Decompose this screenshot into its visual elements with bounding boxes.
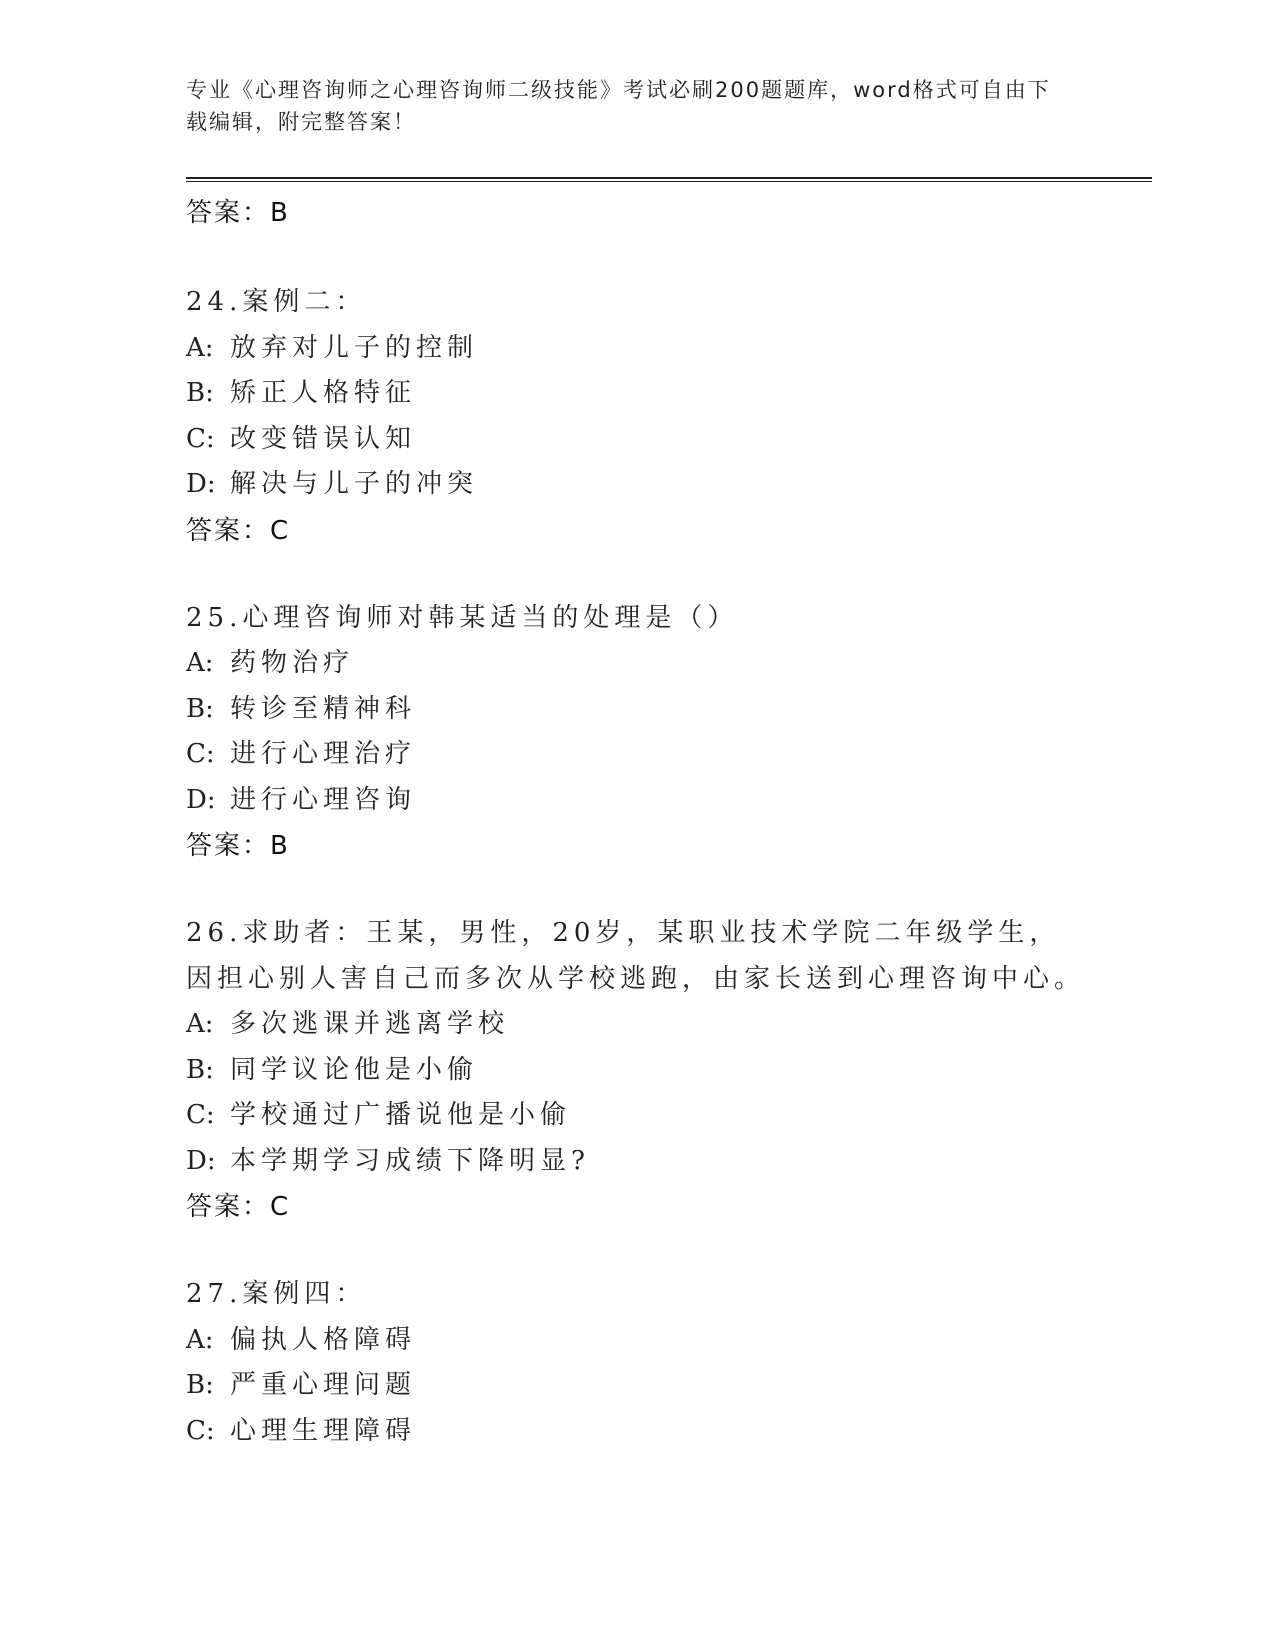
option-b: B: 转诊至精神科 [186, 693, 417, 724]
question-title: 27.案例四： [186, 1279, 367, 1309]
answer-line: 答案：C [186, 1192, 291, 1222]
option-a: A: 多次逃课并逃离学校 [186, 1009, 510, 1039]
option-b: B: 严重心理问题 [186, 1370, 417, 1400]
option-b: B: 同学议论他是小偷 [186, 1054, 479, 1085]
question-title: 24.案例二： [186, 287, 367, 317]
question-block [186, 280, 1086, 554]
option-c: C: 改变错误认知 [186, 423, 417, 454]
spacer [186, 554, 1086, 596]
option-c: C: 心理生理障碍 [186, 1415, 417, 1446]
option-c: C: 学校通过广播说他是小偷 [186, 1100, 572, 1130]
option-d: D: 本学期学习成绩下降明显? [186, 1145, 590, 1176]
option-d: D: 解决与儿子的冲突 [186, 469, 479, 499]
question-title: 25.心理咨询师对韩某适当的处理是（） [186, 602, 739, 633]
question-title: 26.求助者：王某，男性，20岁，某职业技术学院二年级学生，因担心别人害自己而多次从学校逃跑，由家长送到心理咨询中心。 [186, 918, 1086, 994]
option-c: C: 进行心理治疗 [186, 739, 417, 769]
question-block [186, 596, 1086, 870]
question-block [186, 911, 1086, 1230]
spacer [186, 869, 1086, 911]
option-a: A: 药物治疗 [186, 648, 355, 678]
document-header: 专业《心理咨询师之心理咨询师二级技能》考试必刷200题题库，word格式可自由下载编辑，附完整答案！ [186, 78, 1051, 134]
answer-line: 答案：B [186, 198, 290, 228]
question-list [186, 190, 1086, 1454]
option-a: A: 偏执人格障碍 [186, 1324, 417, 1355]
option-d: D: 进行心理咨询 [186, 784, 417, 815]
header-divider-thick [186, 177, 1152, 179]
answer-line: 答案：C [186, 515, 291, 546]
answer-line: 答案：B [186, 831, 290, 861]
spacer [186, 1230, 1086, 1272]
question-block [186, 1272, 1086, 1454]
header-divider-thin [186, 181, 1152, 182]
option-a: A: 放弃对儿子的控制 [186, 332, 479, 363]
option-b: B: 矫正人格特征 [186, 378, 417, 408]
